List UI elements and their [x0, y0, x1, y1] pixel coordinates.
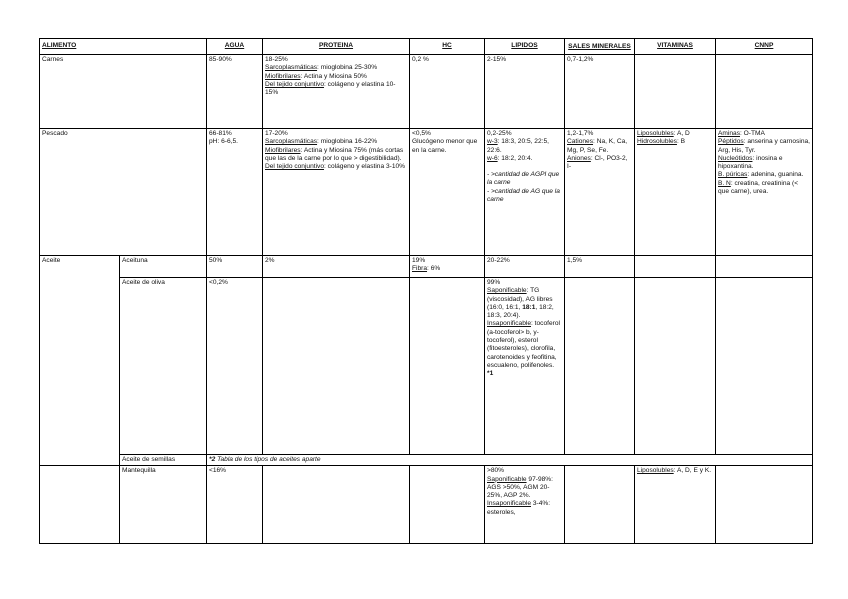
mantequilla-proteina — [263, 466, 410, 544]
pescado-cnnp-bn: B. N: creatina, creatinina (< que carne), urea. — [718, 179, 799, 196]
aceituna-agua: 50% — [207, 256, 263, 278]
pescado-prot-conj: Del tejido conjuntivo: colágeno y elastina 3-10% — [265, 163, 406, 171]
pescado-vit-hidro: Hidrosolubles: B — [637, 138, 686, 146]
aceituna-proteina: 2% — [263, 256, 410, 278]
aceituna-hc: 19% Fibra: 6% — [410, 256, 485, 278]
aceituna-vitaminas — [635, 256, 716, 278]
mantequilla-spacer — [40, 466, 120, 544]
oliva-lip-saponificable: Saponificable: TG (viscosidad), AG libres (16:0, 16:1, 18:1, 18:2, 18:3, 20:4). — [487, 287, 554, 320]
mantequilla-hc — [410, 466, 485, 544]
table-row-aceituna — [40, 256, 813, 278]
carnes-sales: 0,7-1,2% — [565, 55, 635, 129]
pescado-lip-w6: w-6: 18:2, 20:4. — [487, 154, 533, 162]
pescado-hc: <0,5% Glucógeno menor que en la carne. — [410, 129, 485, 256]
pescado-cnnp-nucleotidos: Nucleótidos: inosina e hipoxantina. — [718, 154, 783, 171]
aceituna-lipidos: 20-22% — [485, 256, 565, 278]
table-row-pescado — [40, 129, 813, 256]
header-vitaminas: VITAMINAS — [635, 39, 716, 55]
oliva-lipidos: 99% Saponificable: TG (viscosidad), AG libres (16:0, 16:1, 18:1, 18:2, 18:3, 20:4). Insaponificable: tocoferol (a-tocoferol> b, y-tocoferol), esterol (fitoesteroles), clorofila, carotenoides y feofitina, escualeno, polifenoles. *1 — [485, 278, 565, 455]
header-proteina: PROTEINA — [263, 39, 410, 55]
pescado-cnnp-peptidos: Péptidos: anserina y carnosina, Arg, His, Tyr. — [718, 138, 811, 154]
mantequilla-vitaminas: Liposolubles: A, D, E y K. — [635, 466, 716, 544]
oliva-vitaminas — [635, 278, 716, 455]
mantequilla-agua: <16% — [207, 466, 263, 544]
pescado-prot-miofib: Miofibrilares: Actina y Miosina 75% (más cortas que las de la carne por lo que > digestibilidad). — [265, 146, 404, 162]
food-composition-table — [39, 38, 813, 544]
carnes-hc: 0,2 % — [410, 55, 485, 129]
pescado-lip-note1: - >cantidad de AGPI que la carne — [487, 171, 560, 187]
pescado-proteina: 17-20% Sarcoplasmáticas: mioglobina 16-22% Miofibrilares: Actina y Miosina 75% (más cortas que las de la carne por lo que > digestibilidad). Del tejido conjuntivo: colágeno y elastina 3-10% — [263, 129, 410, 256]
pescado-prot-sarco: Sarcoplasmáticas: mioglobina 16-22% — [265, 138, 378, 146]
header-row — [40, 39, 813, 55]
pescado-cnnp-aminas: Aminas: O-TMA — [718, 130, 765, 137]
pescado-cnnp-bpuricas: B. púricas: adenina, guanina. — [718, 171, 804, 179]
pescado-sales-cationes: Cationes: Na, K, Ca, Mg, P, Se, Fe. — [567, 138, 628, 154]
row-label-aceite: Aceite — [40, 256, 120, 278]
carnes-proteina — [263, 55, 410, 129]
mantequilla-name: Mantequilla — [120, 466, 207, 544]
pescado-vit-lipo: Liposolubles: A, D — [637, 130, 690, 137]
semillas-note: *2 Tabla de los tipos de aceites aparte — [207, 455, 813, 466]
oliva-lip-insaponificable: Insaponificable: tocoferol (a-tocoferol> b, y-tocoferol), esterol (fitoesteroles), clorofila, carotenoides y feofitina, escualeno, polifenoles. *1 — [487, 320, 560, 378]
carnes-lipidos: 2-15% — [485, 55, 565, 129]
aceite-spacer-2 — [40, 455, 120, 466]
table-row-aceite-oliva — [40, 278, 813, 455]
oliva-cnnp — [716, 278, 813, 455]
header-agua: AGUA — [207, 39, 263, 55]
row-label-pescado: Pescado — [40, 129, 207, 256]
carnes-prot-sarco: Sarcoplasmáticas: mioglobina 25-30% — [265, 64, 378, 72]
mantequilla-cnnp — [716, 466, 813, 544]
oliva-name: Aceite de oliva — [120, 278, 207, 455]
mantequilla-sales — [565, 466, 635, 544]
carnes-agua: 85-90% — [207, 55, 263, 129]
pescado-lip-note2: - >cantidad de AG que la carne — [487, 187, 560, 204]
carnes-prot-total: 18-25% — [265, 56, 288, 63]
aceituna-sales: 1,5% — [565, 256, 635, 278]
header-sales-minerales: SALES MINERALES — [565, 39, 635, 55]
row-label-carnes: Carnes — [40, 55, 207, 129]
aceite-spacer — [40, 278, 120, 455]
carnes-cnnp — [716, 55, 813, 129]
table-row-aceite-semillas — [40, 455, 813, 466]
carnes-vitaminas — [635, 55, 716, 129]
pescado-cnnp — [716, 129, 813, 256]
pescado-vitaminas — [635, 129, 716, 256]
carnes-prot-miofib: Miofibrilares: Actina y Miosina 50% — [265, 72, 367, 80]
carnes-prot-conj: Del tejido conjuntivo: colágeno y elastina 10-15% — [265, 80, 396, 97]
mantequilla-lip-saponificable: Saponificable 97-98%: AGS >50%, AGM 20-25%, AGP 2%. — [487, 475, 553, 500]
table-row-mantequilla — [40, 466, 813, 544]
semillas-name: Aceite de semillas — [120, 455, 207, 466]
mantequilla-lipidos: >80% Saponificable 97-98%: AGS >50%, AGM 20-25%, AGP 2%. Insaponificable 3-4%: esteroles, — [485, 466, 565, 544]
oliva-proteina — [263, 278, 410, 455]
header-cnnp: CNNP — [716, 39, 813, 55]
oliva-agua: <0,2% — [207, 278, 263, 455]
pescado-lipidos: 0,2-25% w-3: 18:3, 20:5, 22:5, 22:6. w-6: 18:2, 20:4. - >cantidad de AGPI que la carne - >cantidad de AG que la carne — [485, 129, 565, 256]
mantequilla-lip-insaponificable: Insaponificable 3-4%: esteroles, — [487, 500, 551, 516]
aceituna-fibra: Fibra: 6% — [412, 265, 441, 273]
header-hc: HC — [410, 39, 485, 55]
header-alimento: ALIMENTO — [40, 39, 207, 55]
aceituna-cnnp — [716, 256, 813, 278]
pescado-lip-w3: w-3: 18:3, 20:5, 22:5, 22:6. — [487, 138, 549, 154]
aceituna-name: Aceituna — [120, 256, 207, 278]
pescado-sales: 1,2-1,7% Cationes: Na, K, Ca, Mg, P, Se, Fe. Aniones: Cl-, PO3-2, I- — [565, 129, 635, 256]
pescado-agua: 66-81% pH: 6-6,5. — [207, 129, 263, 256]
header-lipidos: LIPIDOS — [485, 39, 565, 55]
pescado-sales-aniones: Aniones: Cl-, PO3-2, I- — [567, 154, 628, 171]
oliva-sales — [565, 278, 635, 455]
oliva-hc — [410, 278, 485, 455]
table-row-carnes — [40, 55, 813, 129]
